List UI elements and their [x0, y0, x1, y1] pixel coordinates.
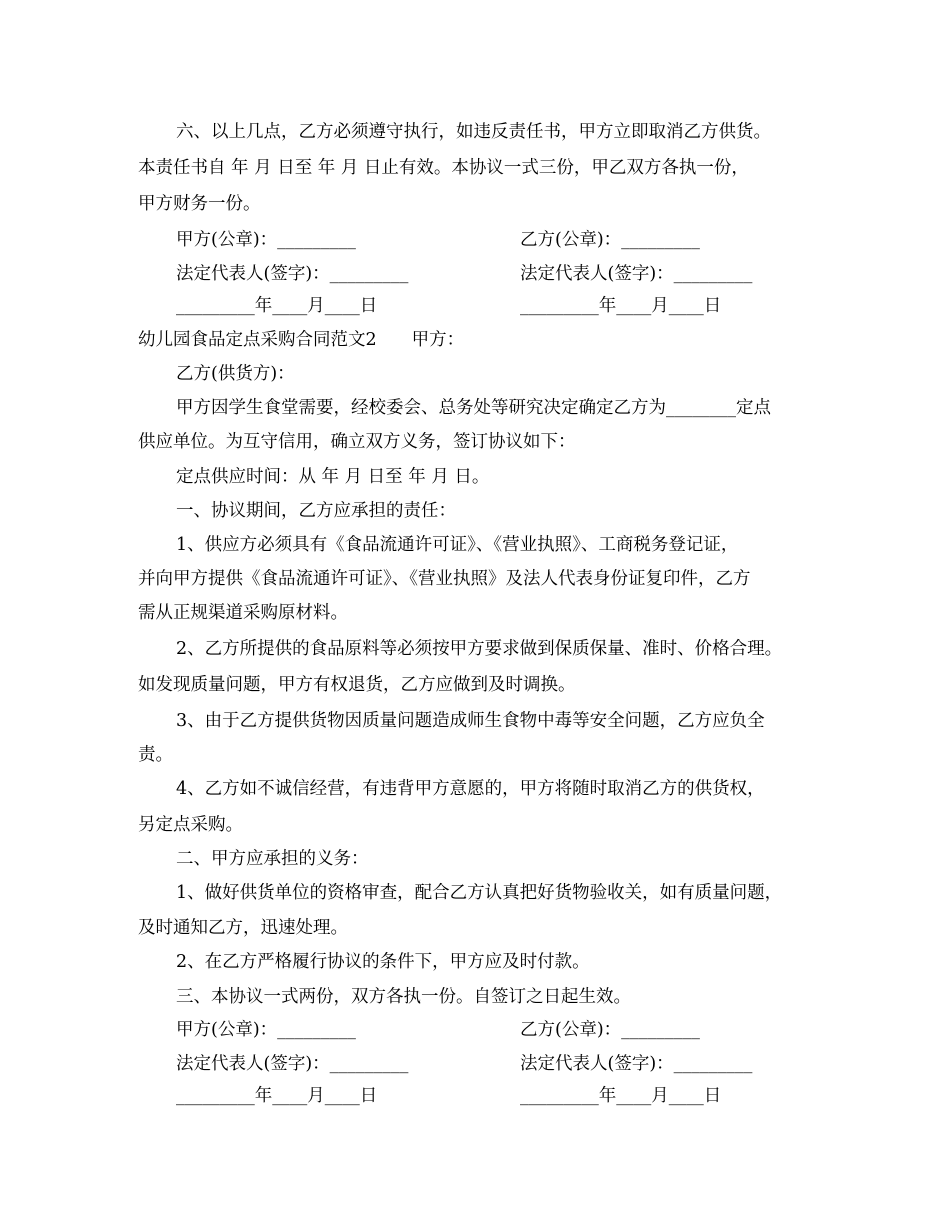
paragraph-line: 本责任书自 年 月 日至 年 月 日止有效。本协议一式三份，甲乙双方各执一份，: [138, 158, 749, 178]
supplier-line: 乙方(供货方)：: [176, 364, 295, 384]
paragraph-line: 需从正规渠道采购原材料。: [138, 603, 348, 623]
party-a-date: _________年____月____日: [176, 296, 378, 316]
party-b-representative: 法定代表人(签字)：_________: [520, 1054, 753, 1074]
paragraph-line: 责。: [138, 745, 173, 765]
party-a-seal: 甲方(公章)：_________: [176, 1020, 356, 1040]
paragraph-line: 及时通知乙方，迅速处理。: [138, 918, 348, 938]
section-heading: 二、甲方应承担的义务：: [176, 849, 369, 869]
party-b-seal: 乙方(公章)：_________: [520, 230, 700, 250]
party-b-representative: 法定代表人(签字)：_________: [520, 264, 753, 284]
paragraph-line: 4、乙方如不诚信经营，有违背甲方意愿的，甲方将随时取消乙方的供货权，: [176, 779, 765, 799]
paragraph-line: 六、以上几点，乙方必须遵守执行，如违反责任书，甲方立即取消乙方供货。: [176, 122, 771, 142]
paragraph-line: 如发现质量问题，甲方有权退货，乙方应做到及时调换。: [138, 675, 576, 695]
party-b-seal: 乙方(公章)：_________: [520, 1020, 700, 1040]
paragraph-line: 并向甲方提供《食品流通许可证》、《营业执照》及法人代表身份证复印件，乙方: [138, 569, 751, 589]
party-a-representative: 法定代表人(签字)：_________: [176, 1054, 409, 1074]
paragraph-line: 甲方因学生食堂需要，经校委会、总务处等研究决定确定乙方为________定点: [176, 398, 771, 418]
party-b-date: _________年____月____日: [520, 1086, 722, 1106]
section-heading: 三、本协议一式两份，双方各执一份。自签订之日起生效。: [176, 987, 631, 1007]
paragraph-line: 1、做好供货单位的资格审查，配合乙方认真把好货物验收关，如有质量问题，: [176, 883, 783, 903]
paragraph-line: 供应单位。为互守信用，确立双方义务，签订协议如下：: [138, 432, 576, 452]
party-a-date: _________年____月____日: [176, 1086, 378, 1106]
paragraph-line: 另定点采购。: [138, 815, 243, 835]
contract-title: 幼儿园食品定点采购合同范文2 甲方：: [138, 330, 465, 350]
party-a-seal: 甲方(公章)：_________: [176, 230, 356, 250]
paragraph-line: 1、供应方必须具有《食品流通许可证》、《营业执照》、工商税务登记证，: [176, 535, 739, 555]
party-a-representative: 法定代表人(签字)：_________: [176, 264, 409, 284]
paragraph-line: 2、在乙方严格履行协议的条件下，甲方应及时付款。: [176, 952, 590, 972]
paragraph-line: 3、由于乙方提供货物因质量问题造成师生食物中毒等安全问题，乙方应负全: [176, 711, 765, 731]
paragraph-line: 甲方财务一份。: [138, 194, 261, 214]
section-heading: 一、协议期间，乙方应承担的责任：: [176, 501, 456, 521]
paragraph-line: 2、乙方所提供的食品原料等必须按甲方要求做到保质保量、准时、价格合理。: [176, 639, 783, 659]
party-b-date: _________年____月____日: [520, 296, 722, 316]
supply-period: 定点供应时间：从 年 月 日至 年 月 日。: [176, 467, 490, 487]
